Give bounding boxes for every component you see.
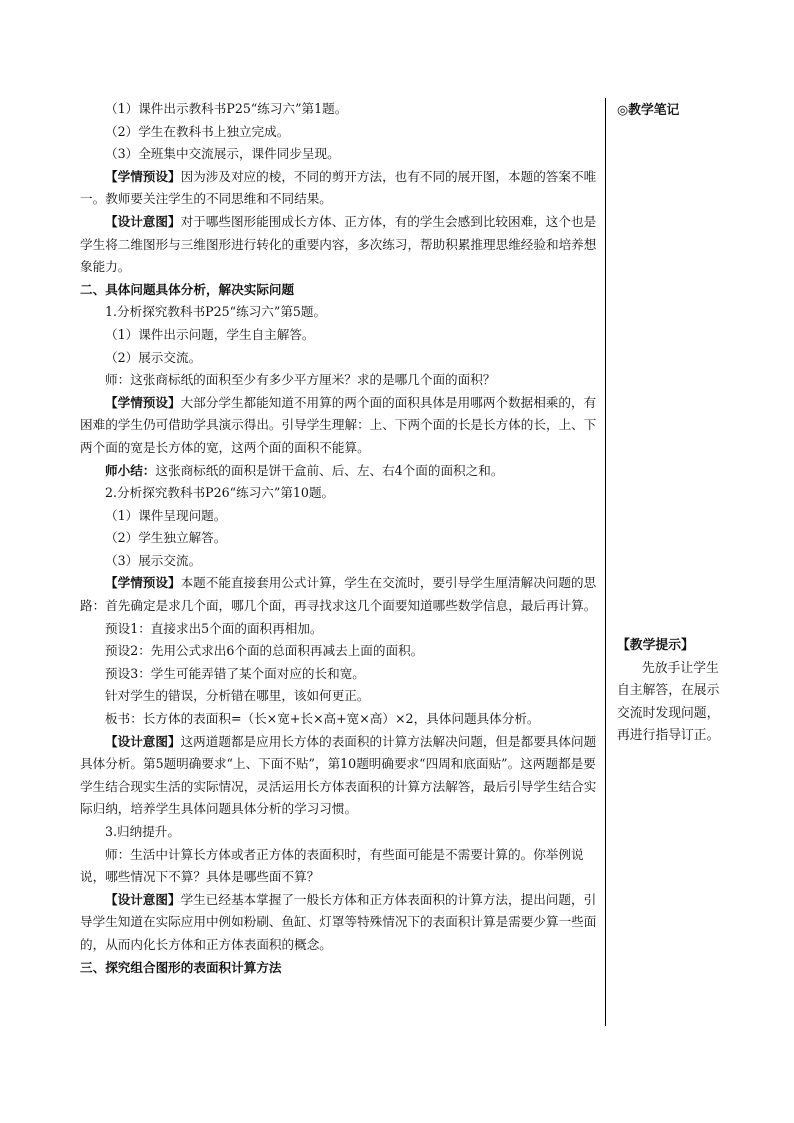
teaching-tip-title: 【教学提示】 — [617, 638, 694, 653]
teaching-notes-title: ◎教学笔记 — [617, 103, 680, 118]
label: 【设计意图】 — [105, 733, 181, 749]
label: 【学情预设】 — [105, 394, 181, 410]
label: 【学情预设】 — [105, 575, 181, 591]
paragraph-text: 因为涉及对应的棱，不同的剪开方法，也有不同的展开图，本题的答案不唯一。教师要关注学生的不同思维和不同结果。 — [80, 168, 597, 207]
paragraph-xueqing-2 — [80, 392, 598, 460]
paragraph-sheji-1 — [80, 211, 598, 279]
label: 【设计意图】 — [105, 891, 181, 907]
line-8 — [80, 324, 598, 347]
label: 师小结： — [105, 462, 156, 478]
line-7 — [80, 301, 598, 324]
section-heading-2: 二、具体问题具体分析，解决实际问题 — [80, 281, 295, 297]
line-text: （3）展示交流。 — [105, 552, 202, 568]
line-text: 2.分析探究教科书P26“练习六”第10题。 — [105, 485, 335, 501]
line-text: 预设2：先用公式求出6个面的总面积再减去上面的面积。 — [105, 643, 424, 659]
line-2 — [80, 121, 598, 144]
line-text: （1）课件出示问题，学生自主解答。 — [105, 326, 315, 342]
line-3 — [80, 143, 598, 166]
line-text: 3.归纳提升。 — [105, 824, 180, 839]
line-text: （2）展示交流。 — [105, 349, 202, 365]
paragraph-summary — [80, 460, 598, 483]
line-19 — [80, 640, 598, 663]
line-text: 板书：长方体的表面积=（长×宽+长×高+宽×高）×2，具体问题具体分析。 — [105, 711, 540, 727]
paragraph-text: 对于哪些图形能围成长方体、正方体，有的学生会感到比较困难，这个也是学生将二维图形与三维图形进行转化的重要内容，多次练习，帮助积累推理思维经验和培养想象能力。 — [80, 213, 597, 275]
paragraph-text: 本题不能直接套用公式计算，学生在交流时，要引导学生厘清解决问题的思路：首先确定是求几个面，哪几个面，再寻找求这几个面要知道哪些数学信息，最后再计算。 — [80, 575, 597, 614]
line-text: （3）全班集中交流展示，课件同步呈现。 — [105, 146, 340, 162]
paragraph-sheji-2 — [80, 731, 598, 821]
teaching-tip-text: 先放手让学生自主解答，在展示交流时发现问题，再进行指导订正。 — [617, 660, 720, 744]
line-24 — [80, 821, 598, 844]
line-21 — [80, 685, 598, 708]
paragraph-text: 学生已经基本掌握了一般长方体和正方体表面积的计算方法，提出问题，引导学生知道在实际应用中例如粉刷、鱼缸、灯罩等特殊情况下的表面积计算是需要少算一些面的，从而内化长方体和正方体表面积的概念。 — [80, 891, 597, 952]
line-text: 针对学生的错误，分析错在哪里，该如何更正。 — [105, 688, 370, 704]
paragraph-text: 这张商标纸的面积是饼干盒前、后、左、右4个面的面积之和。 — [155, 462, 504, 478]
paragraph-sheji-3 — [80, 889, 598, 957]
line-14 — [80, 505, 598, 528]
line-text: （2）学生独立解答。 — [105, 530, 227, 546]
line-text: （2）学生在教科书上独立完成。 — [105, 123, 290, 139]
paragraph-xueqing-3 — [80, 572, 598, 617]
line-text: （1）课件出示教科书P25“练习六”第1题。 — [105, 101, 348, 116]
line-text: 预设1：直接求出5个面的面积再相加。 — [105, 620, 323, 636]
main-column — [80, 98, 598, 979]
line-1 — [80, 98, 598, 121]
paragraph-text: 这两道题都是应用长方体的表面积的计算方法解决问题，但是都要具体问题具体分析。第5题明确要求“上、下面不贴”，第10题明确要求“四周和底面贴”。这两题都是要学生结合现实生活的实际情况，灵活运用长方体表面积的计算方法解答，最后引导学生结合实际归纳，培养学生具体问题具体分析的学习习惯。 — [80, 733, 597, 817]
line-text: 师：生活中计算长方体或者正方体的表面积时，有些面可能是不需要计算的。你举例说说，哪些情况下不算？具体是哪些面不算？ — [80, 846, 584, 885]
column-divider — [605, 98, 606, 1026]
line-13 — [80, 482, 598, 505]
label: 【学情预设】 — [105, 168, 181, 184]
line-text: 预设3：学生可能弄错了某个面对应的长和宽。 — [105, 665, 365, 681]
teaching-tip — [617, 635, 729, 748]
section-heading-3: 三、探究组合图形的表面积计算方法 — [80, 959, 282, 975]
line-9 — [80, 347, 598, 370]
line-25 — [80, 844, 598, 889]
line-text: 1.分析探究教科书P25“练习六”第5题。 — [105, 304, 327, 320]
line-15 — [80, 527, 598, 550]
line-22 — [80, 708, 598, 731]
label: 【设计意图】 — [105, 213, 181, 229]
line-16 — [80, 550, 598, 573]
paragraph-xueqing-1 — [80, 166, 598, 211]
line-18 — [80, 618, 598, 641]
paragraph-text: 大部分学生都能知道不用算的两个面的面积具体是用哪两个数据相乘的，有困难的学生仍可借助学具演示得出。引导学生理解：上、下两个面的长是长方体的长，上、下两个面的宽是长方体的宽，这两个面的面积不能算。 — [80, 394, 597, 455]
line-10 — [80, 369, 598, 392]
line-text: 师：这张商标纸的面积至少有多少平方厘米？求的是哪几个面的面积？ — [105, 372, 496, 388]
line-text: （1）课件呈现问题。 — [105, 507, 227, 523]
line-20 — [80, 663, 598, 686]
